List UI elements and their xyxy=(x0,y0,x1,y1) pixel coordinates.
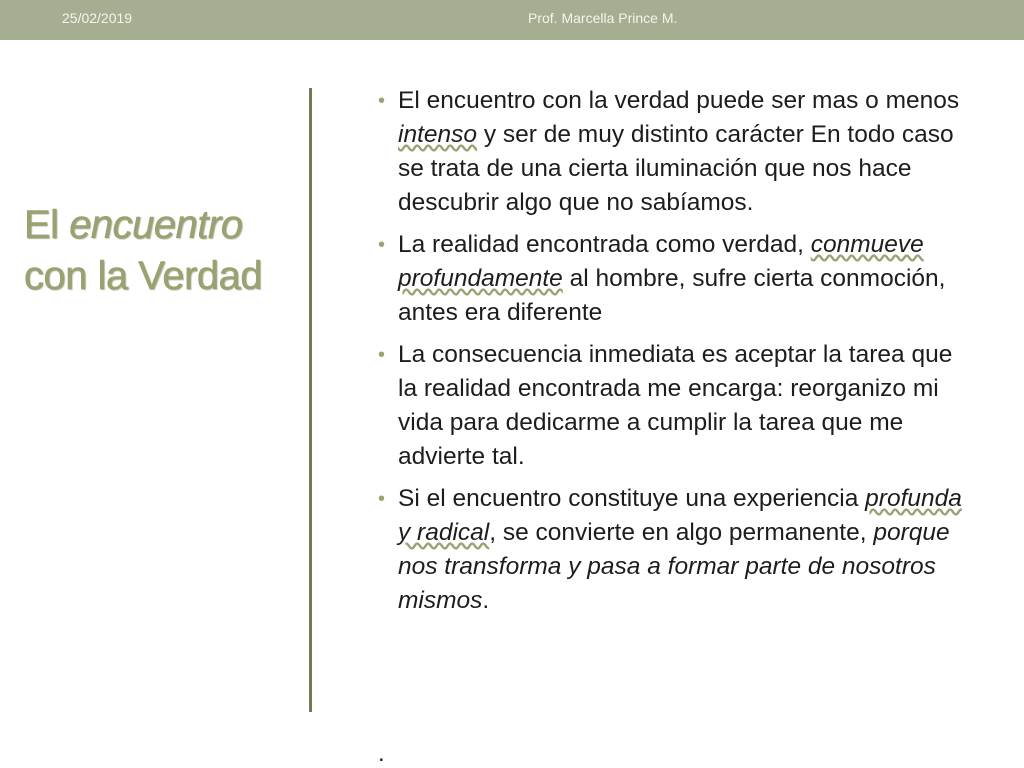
bullet-text: La consecuencia inmediata es aceptar la tarea que la realidad encontrada me encarga: reorganizo mi vida para dedicarme a cumplir la tarea que me advierte tal. xyxy=(398,341,953,470)
bullet-emphasis: intenso xyxy=(398,121,478,148)
title-part-3: con la Verdad xyxy=(24,254,263,298)
bullet-item xyxy=(376,482,976,618)
bullet-emphasis: profunda y radical xyxy=(398,485,962,546)
bullet-item xyxy=(376,84,976,220)
bullet-dot-icon: • xyxy=(378,344,386,366)
title-emphasis: encuentro xyxy=(69,203,243,247)
bullet-italic-text: porque nos transforma y pasa a formar parte de nosotros mismos xyxy=(398,519,950,614)
slide-author: Prof. Marcella Prince M. xyxy=(528,10,678,26)
bullet-text: al hombre, sufre cierta conmoción, antes era diferente xyxy=(398,265,946,326)
bullet-emphasis: conmueve profundamente xyxy=(398,231,924,292)
title-part-1: El xyxy=(24,203,70,247)
bullet-text: , se convierte en algo permanente, xyxy=(489,519,874,546)
bullet-text: El encuentro con la verdad puede ser mas o menos xyxy=(398,87,960,114)
bullet-dot-icon: • xyxy=(378,234,386,256)
bullet-item xyxy=(376,228,976,330)
bullet-text: . xyxy=(482,587,490,614)
bullet-dot-icon: • xyxy=(378,90,386,112)
bullet-dot-icon: • xyxy=(378,488,386,510)
bullet-text: La realidad encontrada como verdad, xyxy=(398,231,811,258)
bullet-text: Si el encuentro constituye una experiencia xyxy=(398,485,866,512)
stray-period: . xyxy=(378,740,385,767)
bullet-list xyxy=(376,84,976,618)
header-bar xyxy=(0,0,1024,40)
title-divider xyxy=(309,88,312,712)
bullet-item xyxy=(376,338,976,474)
slide-date: 25/02/2019 xyxy=(62,10,133,26)
slide-title xyxy=(24,200,304,302)
bullet-text: y ser de muy distinto carácter En todo caso se trata de una cierta iluminación que nos hace descubrir algo que no sabíamos. xyxy=(398,121,954,216)
slide-body xyxy=(376,84,976,626)
